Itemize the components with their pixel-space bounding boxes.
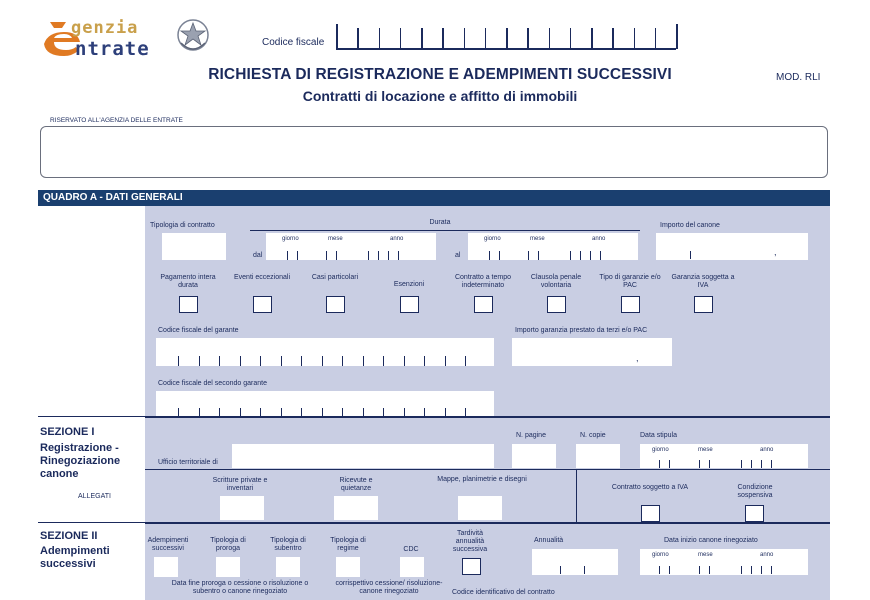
- checkbox-label: Pagamento intera durata: [160, 274, 216, 289]
- cf-tick: [281, 356, 282, 366]
- cf-cell-divider: [549, 28, 551, 49]
- durata-al-input[interactable]: [468, 233, 638, 260]
- cf-cell-divider: [676, 24, 678, 49]
- reserved-box: [40, 126, 828, 178]
- ricevute-input[interactable]: [334, 496, 378, 520]
- date-tick: [659, 566, 660, 574]
- checkbox-input[interactable]: [547, 296, 566, 313]
- cf-tick: [424, 356, 425, 366]
- ufficio-label: Ufficio territoriale di: [158, 459, 218, 466]
- date-tick: [489, 251, 490, 260]
- cf-cell-divider: [442, 28, 444, 49]
- condizione-label: Condizione sospensiva: [737, 484, 773, 499]
- cf-tick: [199, 356, 200, 366]
- n-pagine-input[interactable]: [512, 444, 556, 468]
- amount-tick: [690, 251, 691, 259]
- garanzia-comma: ,: [636, 353, 639, 363]
- data-stipula-label: Data stipula: [640, 432, 677, 439]
- cf-cell-divider: [464, 28, 466, 49]
- cf-cell-divider: [379, 28, 381, 49]
- checkbox-input[interactable]: [621, 296, 640, 313]
- page-subtitle: Contratti di locazione e affitto di immobili: [302, 88, 578, 104]
- cf-tick: [363, 408, 364, 417]
- cf-tick: [281, 408, 282, 417]
- checkbox-input[interactable]: [694, 296, 713, 313]
- ufficio-input[interactable]: [232, 444, 494, 468]
- tipologia-label: Tipologia di contratto: [150, 222, 215, 229]
- cf-cell-divider: [612, 28, 614, 49]
- date-tick: [709, 460, 710, 468]
- ricevute-label: Ricevute e quietanze: [339, 477, 373, 492]
- date-tick: [709, 566, 710, 574]
- contratto-iva-label: Contratto soggetto a IVA: [611, 484, 689, 491]
- data-inizio-input[interactable]: [640, 549, 808, 575]
- mappe-label: Mappe, planimetrie e disegni: [437, 476, 527, 483]
- date-tick: [538, 251, 539, 260]
- date-tick: [659, 460, 660, 468]
- adempimenti-label: Adempimenti successivi: [147, 537, 189, 552]
- durata-dal-input[interactable]: [266, 233, 436, 260]
- importo-garanzia-label: Importo garanzia prestato da terzi e/o PAC: [515, 327, 648, 334]
- date-tick: [600, 251, 601, 260]
- inizio-mese-label: mese: [698, 552, 713, 558]
- cf-tick: [445, 356, 446, 366]
- date-tick: [751, 460, 752, 468]
- date-tick: [336, 251, 337, 260]
- checkbox-label: Garanzia soggetta a IVA: [671, 274, 735, 289]
- date-tick: [590, 251, 591, 260]
- date-tick: [378, 251, 379, 260]
- cf-tick: [404, 408, 405, 417]
- checkbox-input[interactable]: [179, 296, 198, 313]
- cf-cell-divider: [485, 28, 487, 49]
- cf-tick: [178, 408, 179, 417]
- checkbox-label: Tipo di garanzie e/o PAC: [599, 274, 661, 289]
- checkbox-input[interactable]: [326, 296, 345, 313]
- quadro-a-margin: [38, 206, 145, 416]
- cf-cell-divider: [421, 28, 423, 49]
- date-tick: [528, 251, 529, 260]
- annualita-input[interactable]: [532, 549, 618, 575]
- cf-secondo-garante-label: Codice fiscale del secondo garante: [158, 380, 267, 387]
- cf-tick: [260, 408, 261, 417]
- date-tick: [570, 251, 571, 260]
- checkbox-label: Eventi eccezionali: [233, 274, 291, 281]
- annualita-label: Annualità: [534, 537, 564, 544]
- checkbox-label: Contratto a tempo indeterminato: [454, 274, 512, 289]
- cf-tick: [199, 408, 200, 417]
- date-tick: [741, 566, 742, 574]
- date-tick: [388, 251, 389, 260]
- cf-garante-input[interactable]: [156, 338, 494, 366]
- tardivita-checkbox[interactable]: [462, 558, 481, 575]
- checkbox-input[interactable]: [253, 296, 272, 313]
- cf-tick: [342, 408, 343, 417]
- sezione2-subtitle: Adempimenti successivi: [40, 545, 110, 570]
- tardivita-label: Tardività annualità successiva: [452, 530, 488, 553]
- cf-tick: [260, 356, 261, 366]
- dal-label: dal: [253, 252, 263, 259]
- cf-tick: [219, 356, 220, 366]
- cf-tick: [383, 408, 384, 417]
- codice-fiscale-input[interactable]: [336, 24, 676, 49]
- cf-cell-divider: [506, 28, 508, 49]
- n-pagine-label: N. pagine: [516, 432, 546, 439]
- cf-tick: [322, 356, 323, 366]
- regime-input[interactable]: [336, 557, 360, 577]
- durata-label: Durata: [429, 219, 451, 226]
- importo-label: Importo del canone: [660, 222, 720, 229]
- regime-label: Tipologia di regime: [330, 537, 366, 552]
- al-mese-label: mese: [530, 236, 545, 242]
- cf-cell-divider: [400, 28, 402, 49]
- corrispettivo-label: corrispettivo cessione/ risoluzione-canone rinegoziato: [335, 580, 443, 595]
- date-tick: [499, 251, 500, 260]
- cf-tick: [383, 356, 384, 366]
- condizione-checkbox[interactable]: [745, 505, 764, 522]
- stipula-giorno-label: giorno: [652, 447, 669, 453]
- cf-tick: [301, 408, 302, 417]
- adempimenti-input[interactable]: [154, 557, 178, 577]
- cf-tick: [219, 408, 220, 417]
- cf-garante-label: Codice fiscale del garante: [158, 327, 239, 334]
- cf-tick: [342, 356, 343, 366]
- dal-giorno-label: giorno: [282, 236, 299, 242]
- cf-tick: [465, 356, 466, 366]
- date-tick: [669, 460, 670, 468]
- date-tick: [699, 566, 700, 574]
- inizio-giorno-label: giorno: [652, 552, 669, 558]
- data-fine-label: Data fine proroga o cessione o risoluzione o subentro o canone rinegoziato: [171, 580, 309, 595]
- sezione2-title: SEZIONE II: [40, 530, 98, 542]
- checkbox-input[interactable]: [474, 296, 493, 313]
- amount-tick: [584, 566, 585, 574]
- cf-cell-divider: [357, 28, 359, 49]
- cdc-label: CDC: [403, 546, 419, 553]
- al-anno-label: anno: [592, 236, 606, 242]
- dal-anno-label: anno: [390, 236, 404, 242]
- dal-mese-label: mese: [328, 236, 343, 242]
- cf-tick: [445, 408, 446, 417]
- n-copie-label: N. copie: [580, 432, 606, 439]
- scritture-label: Scritture private e inventari: [212, 477, 268, 492]
- cf-tick: [424, 408, 425, 417]
- checkbox-input[interactable]: [400, 296, 419, 313]
- cf-cell-divider: [591, 28, 593, 49]
- cf-tick: [301, 356, 302, 366]
- cdc-input[interactable]: [400, 557, 424, 577]
- date-tick: [326, 251, 327, 260]
- date-tick: [297, 251, 298, 260]
- inizio-anno-label: anno: [760, 552, 774, 558]
- al-giorno-label: giorno: [484, 236, 501, 242]
- sezione1-title: SEZIONE I: [40, 426, 95, 438]
- data-inizio-label: Data inizio canone rinegoziato: [664, 537, 758, 544]
- cf-cell-divider: [527, 28, 529, 49]
- cf-cell-divider: [655, 28, 657, 49]
- cf-tick: [240, 356, 241, 366]
- stipula-mese-label: mese: [698, 447, 713, 453]
- reserved-label: RISERVATO ALL'AGENZIA DELLE ENTRATE: [50, 117, 183, 124]
- model-code: MOD. RLI: [776, 72, 821, 83]
- cf-tick: [465, 408, 466, 417]
- date-tick: [699, 460, 700, 468]
- quadro-a-header: [38, 190, 830, 206]
- scritture-input[interactable]: [220, 496, 264, 520]
- date-tick: [398, 251, 399, 260]
- subentro-label: Tipologia di subentro: [270, 537, 306, 552]
- cf-tick: [363, 356, 364, 366]
- date-tick: [287, 251, 288, 260]
- agenzia-logo: [40, 14, 175, 60]
- checkbox-label: Casi particolari: [311, 274, 359, 281]
- cf-cell-divider: [634, 28, 636, 49]
- date-tick: [771, 460, 772, 468]
- date-tick: [751, 566, 752, 574]
- sezione1-subtitle: Registrazione - Rinegoziazione canone: [40, 442, 121, 480]
- n-copie-input[interactable]: [576, 444, 620, 468]
- allegati-label: ALLEGATI: [78, 493, 111, 500]
- cf-tick: [240, 408, 241, 417]
- cf-secondo-garante-input[interactable]: [156, 391, 494, 417]
- codice-fiscale-label: Codice fiscale: [262, 37, 325, 48]
- importo-comma: ,: [774, 247, 777, 257]
- logo-text-top: genzia: [71, 18, 139, 38]
- contratto-iva-checkbox[interactable]: [641, 505, 660, 522]
- stipula-anno-label: anno: [760, 447, 774, 453]
- proroga-input[interactable]: [216, 557, 240, 577]
- amount-tick: [560, 566, 561, 574]
- mappe-input[interactable]: [458, 496, 502, 520]
- date-tick: [761, 460, 762, 468]
- cf-cell-divider: [336, 24, 338, 49]
- date-tick: [580, 251, 581, 260]
- emblem-icon: [175, 17, 211, 55]
- page-title: RICHIESTA DI REGISTRAZIONE E ADEMPIMENTI SUCCESSIVI: [208, 66, 672, 83]
- checkbox-label: Clausola penale volontaria: [530, 274, 582, 289]
- tipologia-input[interactable]: [162, 233, 226, 260]
- cf-tick: [178, 356, 179, 366]
- date-tick: [761, 566, 762, 574]
- data-stipula-input[interactable]: [640, 444, 808, 468]
- importo-garanzia-input[interactable]: [512, 338, 672, 366]
- cf-tick: [404, 356, 405, 366]
- quadro-a-title: QUADRO A - DATI GENERALI: [43, 192, 183, 203]
- date-tick: [741, 460, 742, 468]
- importo-canone-input[interactable]: [656, 233, 808, 260]
- al-label: al: [455, 252, 461, 259]
- date-tick: [669, 566, 670, 574]
- subentro-input[interactable]: [276, 557, 300, 577]
- proroga-label: Tipologia di proroga: [210, 537, 246, 552]
- date-tick: [368, 251, 369, 260]
- date-tick: [771, 566, 772, 574]
- cf-cell-divider: [570, 28, 572, 49]
- logo-text-bottom: ntrate: [75, 38, 150, 60]
- codice-id-label: Codice identificativo del contratto: [452, 589, 555, 596]
- checkbox-label: Esenzioni: [393, 281, 425, 288]
- cf-tick: [322, 408, 323, 417]
